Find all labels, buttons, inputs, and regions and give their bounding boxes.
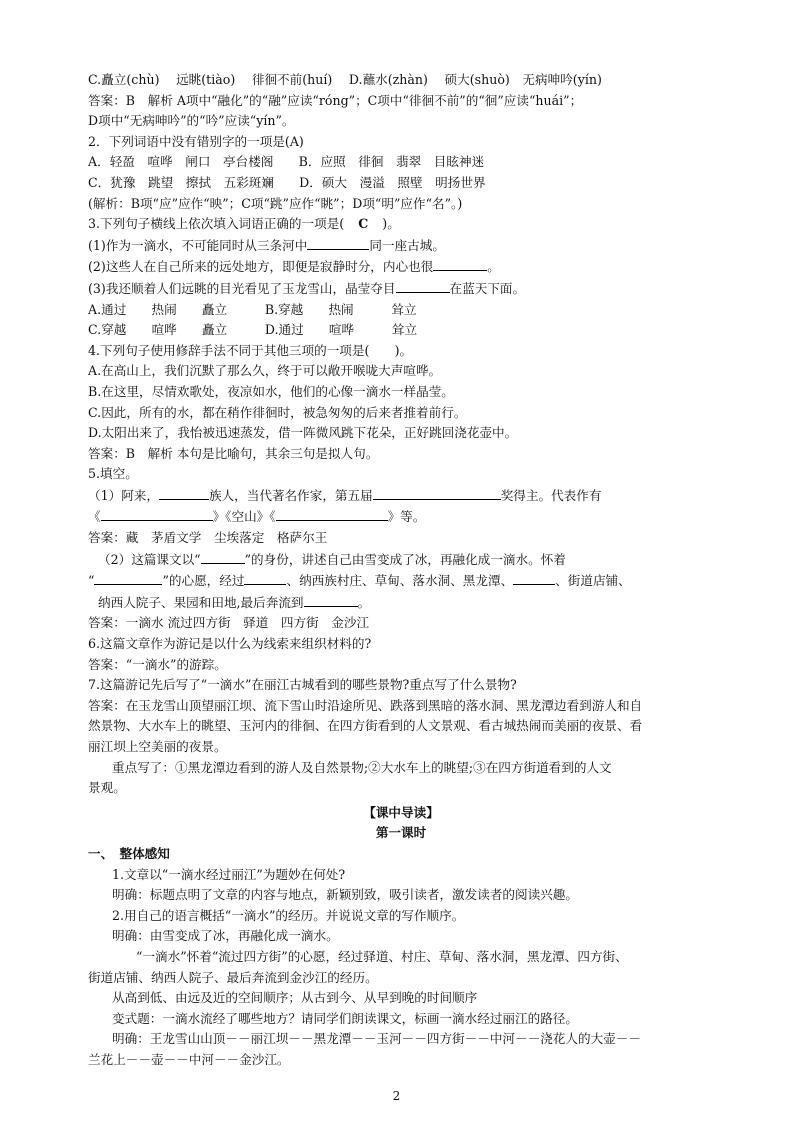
- q2-options-ab: A．轻盈 喧哗 闸口 亭台楼阁 B．应照 徘徊 翡翠 目眩神迷: [88, 154, 485, 170]
- fill-blank: [276, 506, 388, 521]
- q7-answer-cont: 丽江坝上空美丽的夜景。: [88, 739, 227, 754]
- fill-blank: [307, 235, 369, 250]
- q1-answer-cont: D项中“无病呻吟”的“吟”应读“yín”。: [88, 113, 295, 129]
- fill-blank: [396, 278, 450, 293]
- guide-q2-answer-cont: 街道店铺、纳西人院子、最后奔流到金沙江的经历。: [88, 969, 378, 985]
- fill-blank: [513, 570, 555, 585]
- q3-stem: 3.下列句子横线上依次填入词语正确的一项是( C )。: [88, 216, 400, 232]
- q3-options-cd: C.穿越 喧哗 矗立 D.通过 喧哗 耸立: [88, 322, 418, 338]
- q2-options-cd: C．犹豫 跳望 擦拭 五彩斑斓 D．硕大 漫溢 照壁 明扬世界: [88, 174, 486, 190]
- part-heading: 一、 整体感知: [88, 845, 170, 861]
- q7-answer: 答案：在玉龙雪山顶望丽江坝、流下雪山时沿途所见、跌落到黑暗的落水洞、黑龙潭边看到游人和自: [88, 697, 643, 713]
- q5-part1-answer: 答案：藏 茅盾文学 尘埃落定 格萨尔王: [88, 530, 328, 546]
- lesson-heading: 第一课时: [375, 825, 427, 841]
- q5-part1: （1）阿来， 族人，当代著名作家，第五届 奖得主。代表作有: [88, 485, 714, 507]
- q1-option-c-d: C.矗立(chù) 远眺(tiào) 徘徊不前(huí) D.蘸水(zhàn) 硕大(shuò) 无病呻吟(yín): [88, 72, 602, 87]
- guide-q1: 1.文章以“一滴水经过丽江”为题妙在何处?: [112, 866, 346, 882]
- q7-answer-focus-cont: 景观。: [88, 780, 126, 796]
- q4-option-b: B.在这里，尽情欢歌处，夜凉如水，他们的心像一滴水一样晶莹。: [88, 383, 454, 399]
- q7-answer-cont: 然景物、大水车上的眺望、玉河内的徘徊、在四方街看到的人文景观、看古城热闹而美丽的夜景、看: [88, 718, 643, 734]
- q6-stem: 6.这篇文章作为游记是以什么为线索来组织材料的?: [88, 636, 372, 652]
- q5-part2-end: 纳西人院子、果园和田地,最后奔流到 。: [88, 592, 714, 614]
- document-page: [88, 70, 714, 1071]
- q3-options-ab: A.通过 热闹 矗立 B.穿越 热闹 耸立: [88, 301, 417, 317]
- q1-answer: 答案：B 解析 A项中“融化”的“融”应读“róng”；C项中“徘徊不前”的“徊”应读“huái”；: [88, 92, 583, 108]
- page-number: 2: [392, 1089, 401, 1103]
- guide-q1-answer: 明确：标题点明了文章的内容与地点，新颖别致，吸引读者，激发读者的阅读兴趣。: [112, 887, 578, 903]
- q3-sentence-1: (1)作为一滴水，不可能同时从三条河中 同一座古城。: [88, 235, 714, 257]
- fill-blank: [373, 485, 501, 500]
- guide-q2-answer: 明确：由雪变成了冰，再融化成一滴水。: [112, 928, 339, 944]
- q4-option-d: D.太阳出来了，我怡被迅速蒸发，借一阵微风跳下花朵，正好跳回浇花壶中。: [88, 425, 518, 441]
- q3-sentence-2: (2)这些人在自己所来的远处地方，即便是寂静时分，内心也很 。: [88, 256, 714, 278]
- q4-option-c: C.因此，所有的水，都在稍作徘徊时，被急匆匆的后来者推着前行。: [88, 404, 467, 420]
- q3-answer-letter: C: [358, 216, 369, 232]
- guide-q2: 2.用自己的语言概括“一滴水”的经历。并说说文章的写作顺序。: [112, 907, 465, 923]
- q5-stem: 5.填空。: [88, 466, 138, 482]
- fill-blank: [159, 485, 209, 500]
- q5-part1-works: 《 》《空山》《 》等。: [88, 506, 714, 528]
- variant-answer: 明确：王龙雪山山顶－－丽江坝－－黑龙潭－－玉河－－四方街－－中河－－浇花人的大壶－－: [112, 1031, 641, 1047]
- fill-blank: [304, 592, 358, 607]
- q5-part2: （2）这篇课文以“ ”的身份，讲述自己由雪变成了冰，再融化成一滴水。怀着: [88, 549, 714, 571]
- q7-stem: 7.这篇游记先后写了“一滴水”在丽江古城看到的哪些景物?重点写了什么景物?: [88, 677, 517, 693]
- q4-answer: 答案：B 解析 本句是比喻句，其余三句是拟人句。: [88, 445, 379, 461]
- variant-answer-cont: 兰花上－－壶－－中河－－金沙江。: [88, 1051, 290, 1067]
- fill-blank: [101, 506, 213, 521]
- q5-part2-answer: 答案：一滴水 流过四方街 驿道 四方街 金沙江: [88, 615, 370, 631]
- q2-analysis: (解析：B项“应”应作“映”；C项“跳”应作“眺”；D项“明”应作“名”。): [88, 195, 463, 211]
- q5-part2-cont: “ ”的心愿，经过 、纳西族村庄、草甸、落水洞、黑龙潭、 、街道店铺、: [88, 570, 714, 592]
- variant-question: 变式题：一滴水流经了哪些地方？请同学们朗读课文，标画一滴水经过丽江的路径。: [112, 1010, 578, 1026]
- q7-answer-focus: 重点写了：①黑龙潭边看到的游人及自然景物;②大水车上的眺望;③在四方街道看到的人文: [112, 759, 612, 775]
- fill-blank: [201, 549, 245, 564]
- q4-option-a: A.在高山上，我们沉默了那么久，终于可以敞开喉咙大声喧哗。: [88, 363, 442, 379]
- fill-blank: [94, 570, 162, 585]
- q2-stem: 2．下列词语中没有错别字的一项是(A): [88, 133, 304, 149]
- guide-q2-order: 从高到低、由远及近的空间顺序；从古到今、从早到晚的时间顺序: [112, 990, 478, 1006]
- q6-answer: 答案：“一滴水”的游踪。: [88, 656, 227, 672]
- fill-blank: [433, 256, 487, 271]
- guide-q2-answer-cont: “一滴水”怀着“流过四方街”的心愿，经过驿道、村庄、草甸、落水洞，黑龙潭、四方街、: [136, 948, 628, 964]
- fill-blank: [244, 570, 286, 585]
- q3-sentence-3: (3)我还顺着人们远眺的目光看见了玉龙雪山，晶莹夺目 在蓝天下面。: [88, 278, 714, 300]
- section-heading: 【课中导读】: [363, 804, 439, 820]
- q4-stem: 4.下列句子使用修辞手法不同于其他三项的一项是( )。: [88, 342, 413, 358]
